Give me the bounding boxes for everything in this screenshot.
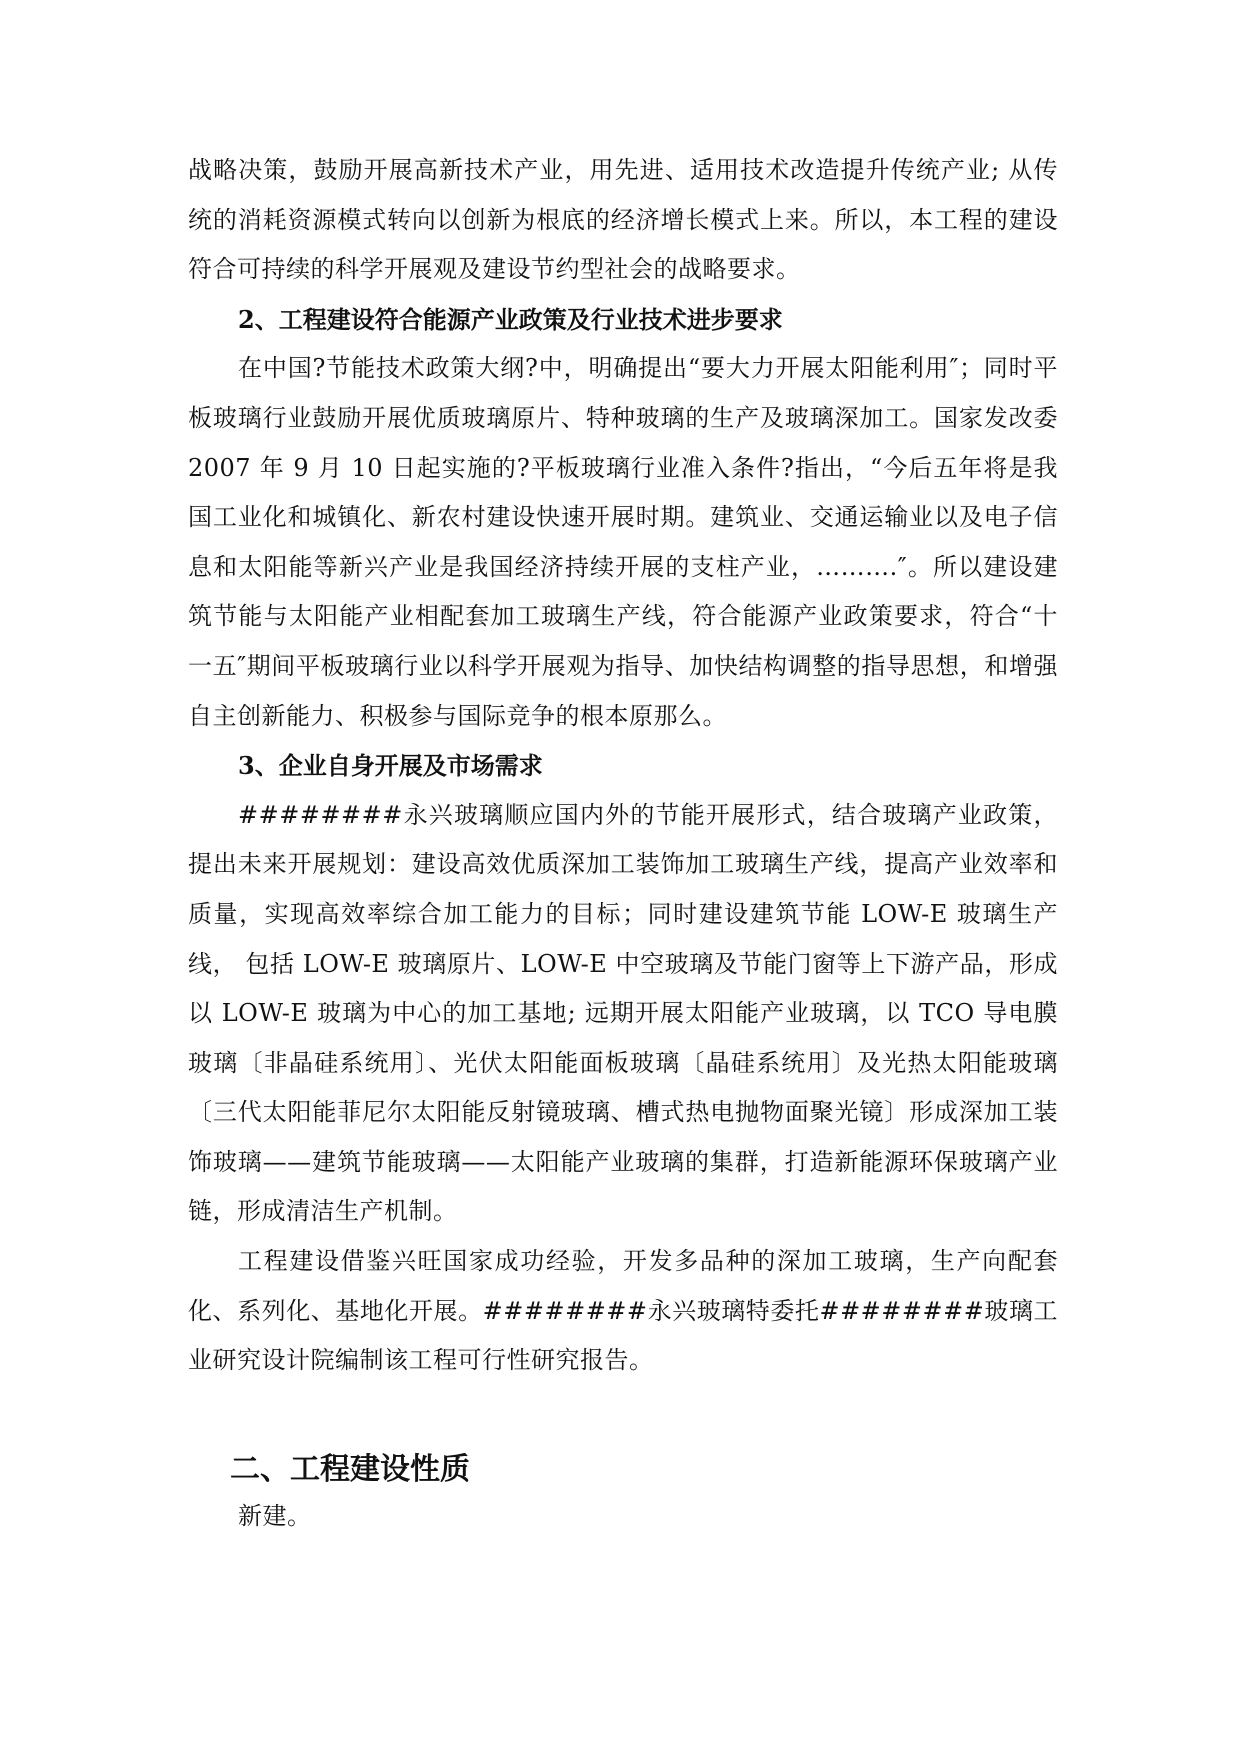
subheading-energy-policy: 2、工程建设符合能源产业政策及行业技术进步要求 xyxy=(238,304,783,334)
paragraph-policy: 在中国?节能技术政策大纲?中，明确提出“要大力开展太阳能利用″；同时平板玻璃行业鼓励开展优质玻璃原片、特种玻璃的生产及玻璃深加工。国家发改委 2007 年 9 月 10 日起实施的?平板玻璃行业准入条件?指出，“今后五年将是我国工业化和城镇化、新农村建设快速开展时期。建筑业、交通运输业以及电子信息和太阳能等新兴产业是我国经济持续开展的支柱产业，……….″。所以建设建筑节能与太阳能产业相配套加工玻璃生产线，符合能源产业政策要求，符合“十一五″期间平板玻璃行业以科学开展观为指导、加快结构调整的指导思想，和增强自主创新能力、积极参与国际竞争的根本原那么。 xyxy=(188,354,1058,730)
subheading-market-demand: 3、企业自身开展及市场需求 xyxy=(238,751,543,781)
paragraph-intro: 战略决策，鼓励开展高新技术产业，用先进、适用技术改造提升传统产业; 从传统的消耗资源模式转向以创新为根底的经济增长模式上来。所以，本工程的建设符合可持续的科学开展观及建设节约型社会的战略要求。 xyxy=(188,156,1058,284)
section-title-nature: 二、工程建设性质 xyxy=(230,1451,470,1487)
paragraph-commission: 工程建设借鉴兴旺国家成功经验，开发多品种的深加工玻璃，生产向配套化、系列化、基地化开展。########永兴玻璃特委托########玻璃工业研究设计院编制该工程可行性研究报告。 xyxy=(188,1247,1058,1375)
document-body xyxy=(188,146,1058,1541)
section-spacer xyxy=(188,1386,1058,1448)
paragraph-nature: 新建。 xyxy=(238,1501,312,1530)
paragraph-market: ########永兴玻璃顺应国内外的节能开展形式，结合玻璃产业政策，提出未来开展规划：建设高效优质深加工装饰加工玻璃生产线，提高产业效率和质量，实现高效率综合加工能力的目标；同时建设建筑节能 LOW-E 玻璃生产线， 包括 LOW-E 玻璃原片、LOW-E 中空玻璃及节能门窗等上下游产品，形成以 LOW-E 玻璃为中心的加工基地; 远期开展太阳能产业玻璃，以 TCO 导电膜玻璃〔非晶硅系统用〕、光伏太阳能面板玻璃〔晶硅系统用〕及光热太阳能玻璃〔三代太阳能菲尼尔太阳能反射镜玻璃、槽式热电抛物面聚光镜〕形成深加工装饰玻璃——建筑节能玻璃——太阳能产业玻璃的集群，打造新能源环保玻璃产业链，形成清洁生产机制。 xyxy=(188,800,1058,1226)
